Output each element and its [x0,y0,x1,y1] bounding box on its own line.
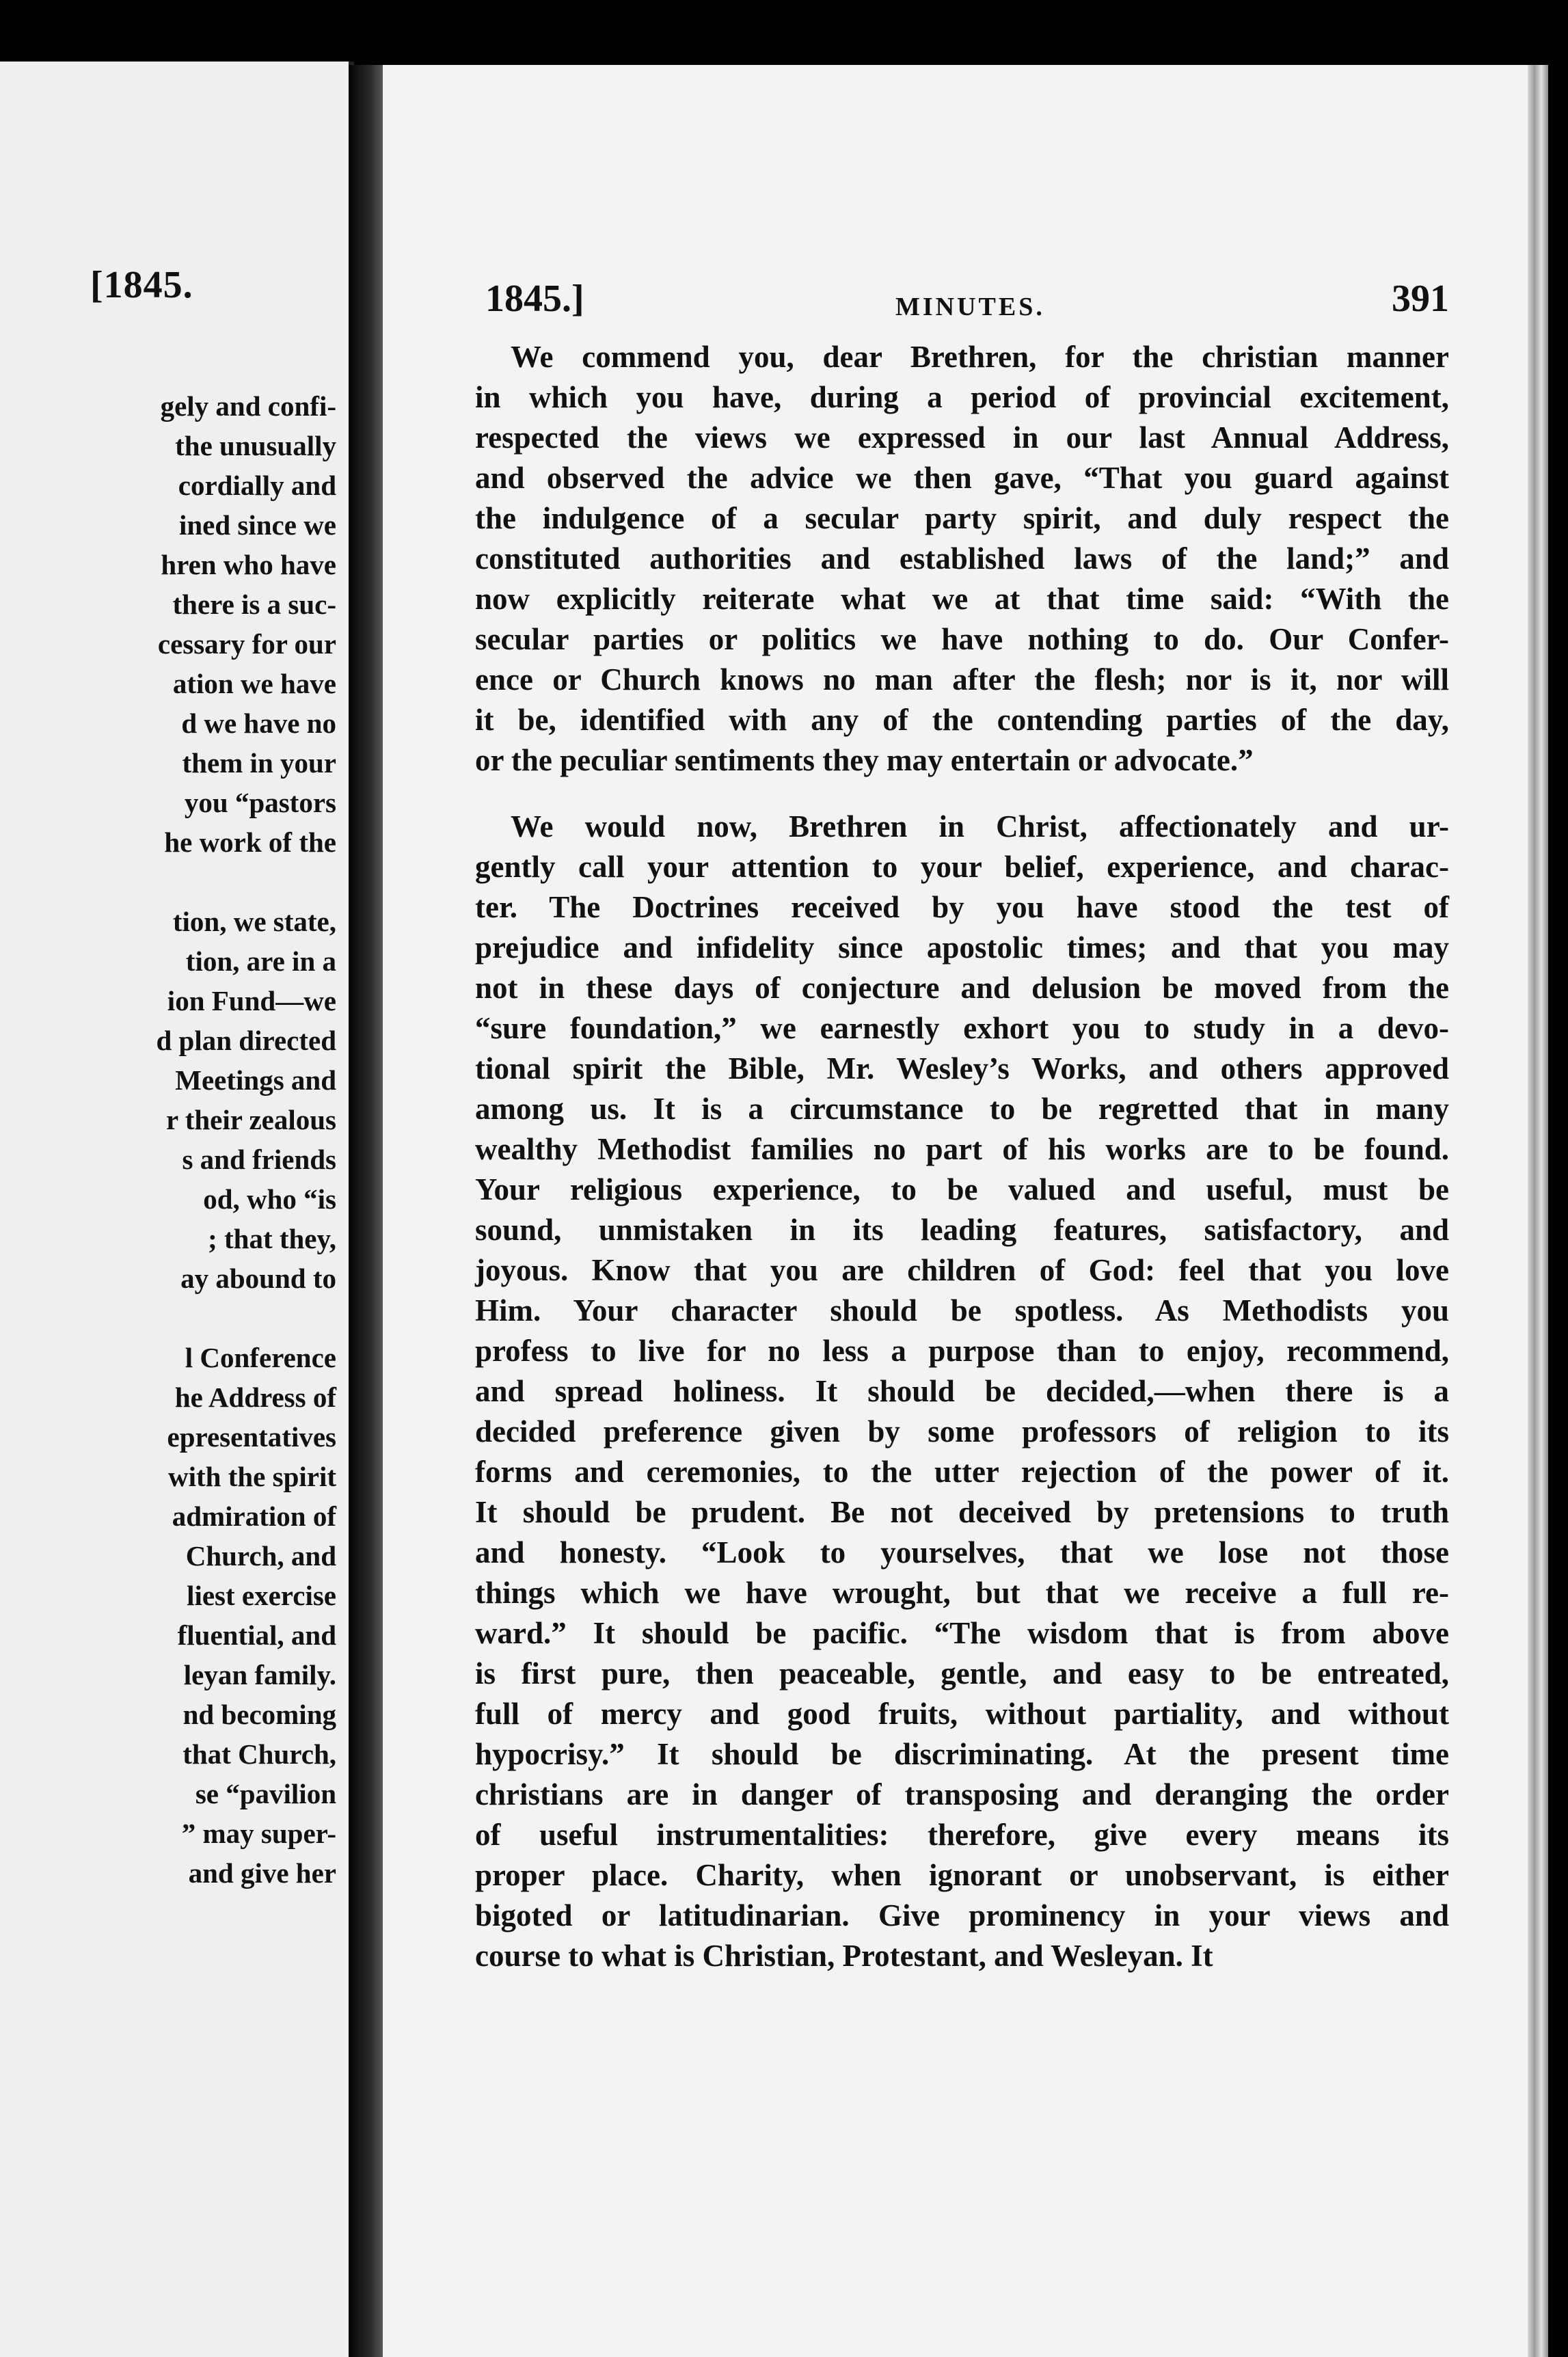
text-line: and honesty. “Look to yourselves, that we lose not those [475,1535,1449,1570]
text-line: in which you have, during a period of provincial excitement, [475,380,1449,414]
paragraph-gap [475,781,1449,807]
running-head-title: MINUTES. [895,293,1045,321]
left-page-line: them in your [182,747,336,779]
left-page-line: d we have no [181,708,336,739]
left-page-line: d plan directed [156,1025,336,1056]
text-line: secular parties or politics we have nothing to do. Our Confer- [475,622,1449,656]
left-page-line: l Conference [185,1342,336,1373]
text-line: of useful instrumentalities: therefore, give every means its [475,1818,1449,1852]
text-line: profess to live for no less a purpose than to enjoy, recommend, [475,1334,1449,1368]
text-line: not in these days of conjecture and delusion be moved from the [475,971,1449,1005]
text-line: ter. The Doctrines received by you have stood the test of [475,890,1449,924]
text-line: It should be prudent. Be not deceived by pretensions to truth [475,1495,1449,1529]
left-page-header: [1845. [90,264,193,306]
text-line: hypocrisy.” It should be discriminating. At the present time [475,1737,1449,1771]
left-page-line: gely and confi- [160,390,336,422]
page-391 [383,65,1548,2357]
text-line: ward.” It should be pacific. “The wisdom that is from above [475,1616,1449,1650]
left-page-line: that Church, [183,1738,336,1770]
left-page-line: ion Fund—we [167,985,336,1016]
page-body-text [475,337,1449,1976]
left-page-line: Church, and [185,1540,336,1572]
left-page-line: with the spirit [168,1461,336,1492]
text-line: things which we have wrought, but that we receive a full re- [475,1576,1449,1610]
text-line: Your religious experience, to be valued and useful, must be [475,1172,1449,1207]
left-page-line: fluential, and [177,1619,336,1651]
text-line: decided preference given by some professors of religion to its [475,1414,1449,1449]
left-page-line: you “pastors [184,787,336,818]
left-page-line: the unusually [175,430,336,461]
paragraph [475,807,1449,1976]
left-page-line: admiration of [172,1500,336,1532]
left-page-line: ation we have [172,668,336,699]
text-line: tional spirit the Bible, Mr. Wesley’s Works, and others approved [475,1051,1449,1086]
text-line: We commend you, dear Brethren, for the christian manner [511,340,1449,374]
text-line: gently call your attention to your belief, experience, and charac- [475,850,1449,884]
left-page-line: cessary for our [157,628,336,660]
running-head-year: 1845.] [485,278,584,320]
left-page-line: nd becoming [183,1699,336,1730]
text-line: constituted authorities and established laws of the land;” and [475,541,1449,576]
left-page-line: he Address of [174,1382,336,1413]
left-page-line: ay abound to [180,1263,336,1294]
left-page-line: ined since we [178,509,336,541]
text-line: sound, unmistaken in its leading features, satisfactory, and [475,1213,1449,1247]
left-page-line: Meetings and [175,1064,336,1096]
left-page-line: liest exercise [187,1580,336,1611]
left-page-line: ” may super- [181,1818,336,1849]
page-number: 391 [1392,278,1449,320]
left-page-line: and give her [188,1857,336,1889]
left-page-line: se “pavilion [195,1778,336,1809]
left-page-line: leyan family. [183,1659,336,1691]
text-line: prejudice and infidelity since apostolic times; and that you may [475,930,1449,965]
text-line: proper place. Charity, when ignorant or unobservant, is either [475,1858,1449,1892]
left-page-line: tion, we state, [172,906,336,937]
left-page-paragraph-gap [157,862,337,902]
text-line: is first pure, then peaceable, gentle, and easy to be entreated, [475,1656,1449,1691]
text-line: wealthy Methodist families no part of his works are to be found. [475,1132,1449,1166]
left-page-line: tion, are in a [185,945,336,977]
text-line: and spread holiness. It should be decided,—when there is a [475,1374,1449,1408]
left-page-line: there is a suc- [172,589,336,620]
left-page-line: r their zealous [165,1104,336,1135]
left-page-line: epresentatives [167,1421,336,1453]
text-line: full of mercy and good fruits, without partiality, and without [475,1697,1449,1731]
text-line: We would now, Brethren in Christ, affectionately and ur- [511,809,1449,844]
text-line: the indulgence of a secular party spirit, and duly respect the [475,501,1449,535]
left-page-paragraph-gap [157,1298,337,1338]
left-page-line: ; that they, [208,1223,336,1254]
text-line: ence or Church knows no man after the flesh; nor is it, nor will [475,662,1449,697]
text-line: joyous. Know that you are children of God: feel that you love [475,1253,1449,1287]
text-line: among us. It is a circumstance to be regretted that in many [475,1092,1449,1126]
text-line: Him. Your character should be spotless. As Methodists you [475,1293,1449,1328]
text-line: it be, identified with any of the contending parties of the day, [475,703,1449,737]
text-line: forms and ceremonies, to the utter rejection of the power of it. [475,1455,1449,1489]
text-line: christians are in danger of transposing and deranging the order [475,1777,1449,1811]
text-line: or the peculiar sentiments they may entertain or advocate.” [475,743,1254,777]
left-page-line: s and friends [182,1144,336,1175]
left-page-line: od, who “is [203,1183,336,1215]
text-line: “sure foundation,” we earnestly exhort you to study in a devo- [475,1011,1449,1045]
text-line: respected the views we expressed in our last Annual Address, [475,420,1449,455]
left-page-text [157,386,337,1893]
running-head [485,277,1449,332]
left-page-line: he work of the [164,826,336,858]
text-line: now explicitly reiterate what we at that time said: “With the [475,582,1449,616]
text-line: course to what is Christian, Protestant, and Wesleyan. It [475,1939,1213,1973]
text-line: and observed the advice we then gave, “That you guard against [475,461,1449,495]
page-edges [1528,65,1548,2357]
left-page-line: cordially and [178,470,336,501]
paragraph [475,337,1449,781]
left-page-line: hren who have [161,549,336,580]
facing-page-left [0,62,354,2357]
text-line: bigoted or latitudinarian. Give prominency in your views and [475,1898,1449,1932]
